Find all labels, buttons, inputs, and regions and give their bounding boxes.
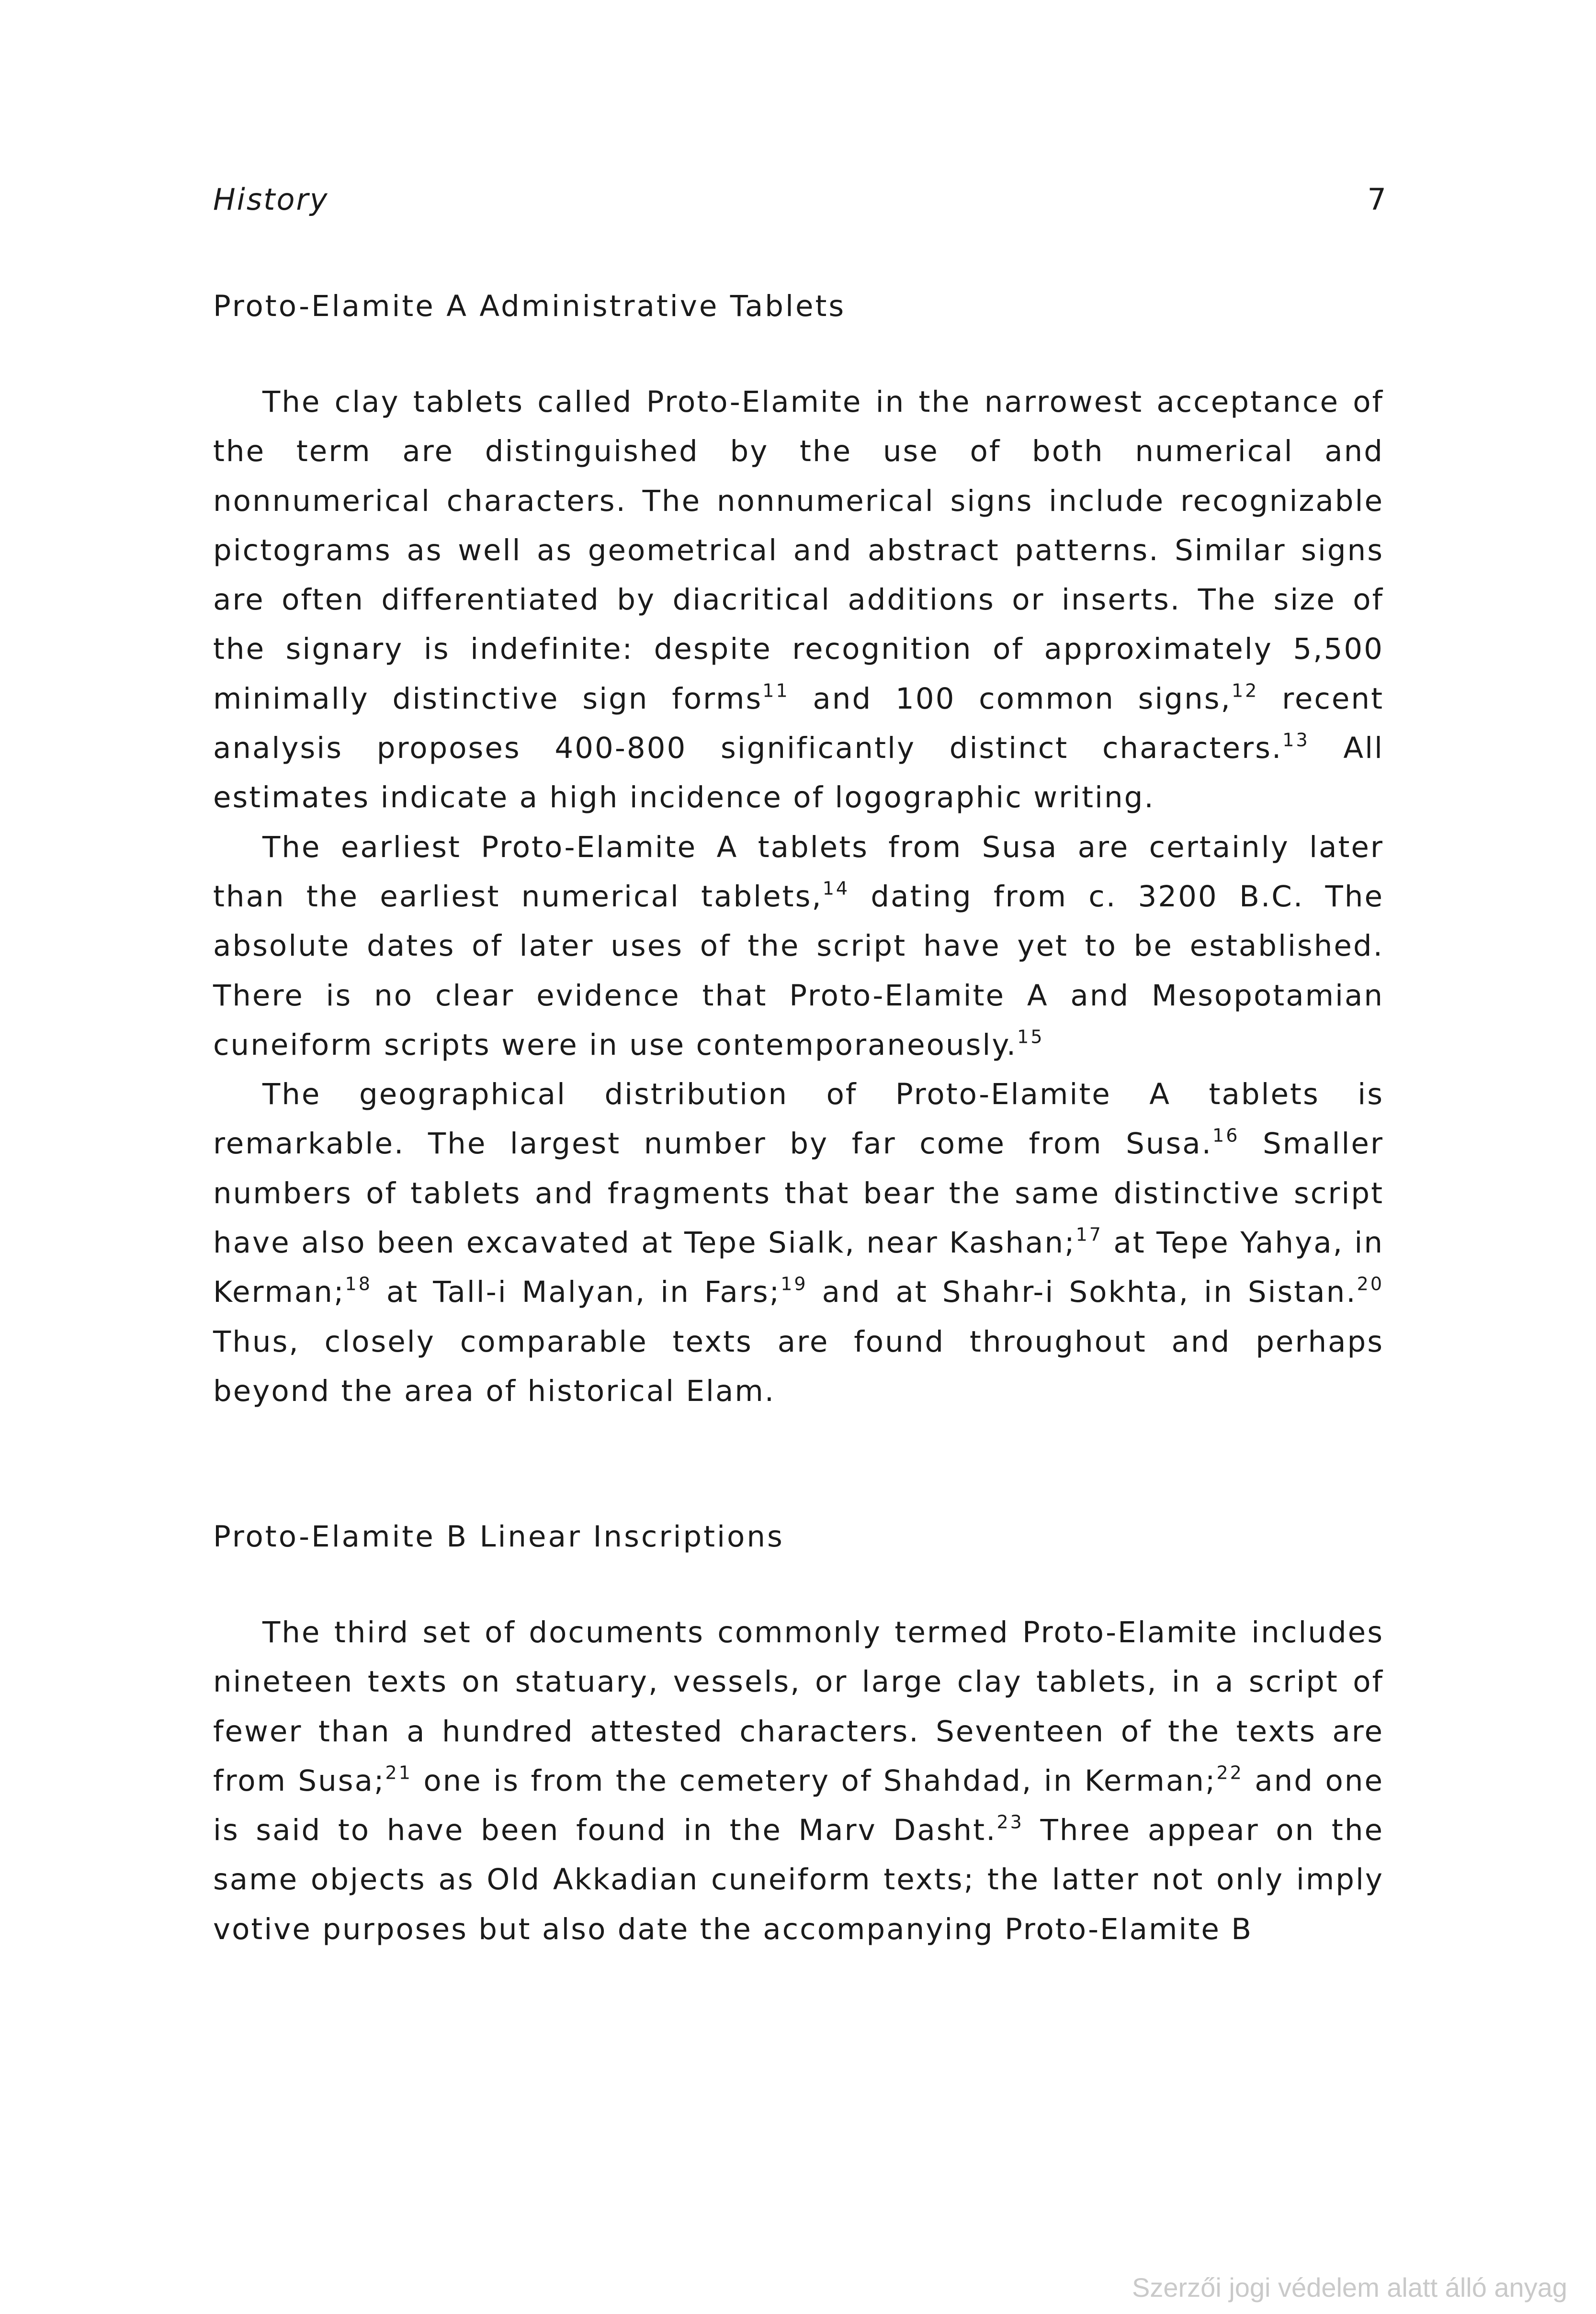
footnote-ref[interactable]: 21 (385, 1762, 412, 1783)
paragraph-text: The earliest Proto-Elamite A tablets from Susa are certainly later than the earliest numerical tablets, (213, 830, 1384, 914)
paragraph-text: The third set of documents commonly termed Proto-Elamite includes nineteen texts on statuary, vessels, or large clay tablets, in a script of fewer than a hundred attested characters. Seventeen of the texts are from Susa; (213, 1615, 1384, 1798)
section-body-proto-elamite-a (213, 377, 1384, 1416)
paragraph-text: and 100 common signs, (789, 681, 1232, 716)
footnote-ref[interactable]: 11 (762, 680, 790, 701)
section-heading-proto-elamite-a: Proto-Elamite A Administrative Tablets (213, 289, 846, 323)
running-title: History (213, 182, 329, 217)
page-number: 7 (1367, 182, 1386, 217)
footnote-ref[interactable]: 17 (1075, 1224, 1103, 1245)
paragraph (213, 377, 1384, 823)
paragraph-text: recent analysis proposes 400-800 significantly distinct characters. (213, 681, 1384, 766)
copyright-watermark: Szerzői jogi védelem alatt álló anyag (1132, 2272, 1567, 2303)
paragraph-text: The clay tablets called Proto-Elamite in the narrowest acceptance of the term are distinguished by the use of both numerical and nonnumerical characters. The nonnumerical signs include recognizable pictograms as well as geometrical and abstract patterns. Similar signs are often differentiated by diacritical additions or inserts. The size of the signary is indefinite: despite recognition of approximately 5,500 minimally distinctive sign forms (213, 385, 1384, 716)
footnote-ref[interactable]: 23 (996, 1811, 1024, 1833)
footnote-ref[interactable]: 19 (781, 1273, 808, 1295)
footnote-ref[interactable]: 13 (1282, 729, 1310, 751)
footnote-ref[interactable]: 20 (1357, 1273, 1384, 1295)
footnote-ref[interactable]: 14 (822, 878, 850, 899)
paragraph-text: Smaller numbers of tablets and fragments that bear the same distinctive script have also been excavated at Tepe Sialk, near Kashan; (213, 1127, 1384, 1260)
footnote-ref[interactable]: 12 (1231, 680, 1259, 701)
paragraph-text: at Tepe Yahya, in Kerman; (213, 1226, 1384, 1309)
running-head (213, 182, 1386, 225)
section-body-proto-elamite-b (213, 1608, 1384, 1954)
paragraph-text: and one is said to have been found in the Marv Dasht. (213, 1763, 1384, 1848)
paragraph-text: Three appear on the same objects as Old Akkadian cuneiform texts; the latter not only imply votive purposes but also date the accompanying Proto-Elamite B (213, 1813, 1384, 1946)
footnote-ref[interactable]: 16 (1212, 1125, 1240, 1146)
section-heading-proto-elamite-b: Proto-Elamite B Linear Inscriptions (213, 1520, 784, 1554)
paragraph (213, 823, 1384, 1070)
paragraph-text: one is from the cemetery of Shahdad, in Kerman; (412, 1763, 1217, 1798)
paragraph-text: at Tall-i Malyan, in Fars; (372, 1275, 781, 1309)
footnote-ref[interactable]: 22 (1216, 1762, 1244, 1783)
paragraph-text: Thus, closely comparable texts are found throughout and perhaps beyond the area of historical Elam. (213, 1324, 1384, 1408)
paragraph (213, 1608, 1384, 1954)
paragraph (213, 1070, 1384, 1416)
paragraph-text: The geographical distribution of Proto-Elamite A tablets is remarkable. The largest number by far come from Susa. (213, 1077, 1384, 1161)
paragraph-text: dating from c. 3200 B.C. The absolute dates of later uses of the script have yet to be established. There is no clear evidence that Proto-Elamite A and Mesopotamian cuneiform scripts were in use contemporaneously. (213, 879, 1384, 1062)
footnote-ref[interactable]: 18 (345, 1273, 372, 1295)
paragraph-text: and at Shahr-i Sokhta, in Sistan. (807, 1275, 1357, 1309)
paragraph-text: All estimates indicate a high incidence of logographic writing. (213, 731, 1384, 815)
footnote-ref[interactable]: 15 (1017, 1026, 1044, 1048)
